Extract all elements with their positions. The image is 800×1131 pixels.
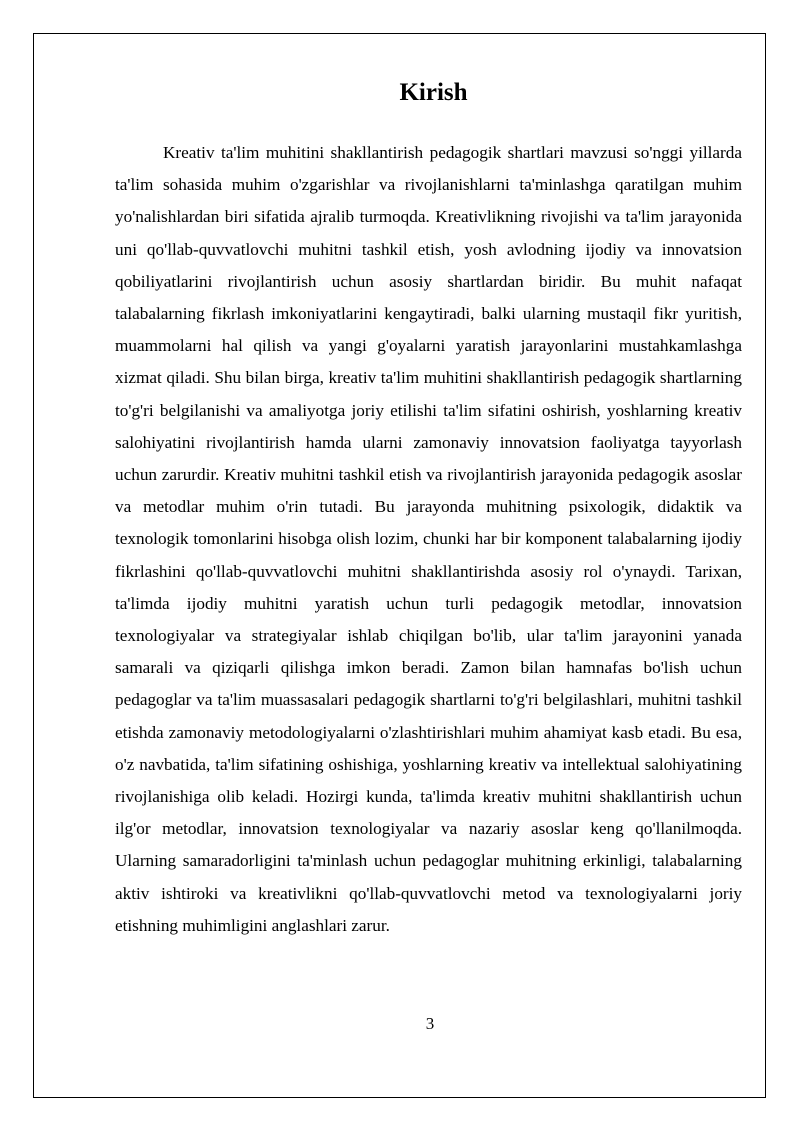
body-paragraph: Kreativ ta'lim muhitini shakllantirish pedagogik shartlari mavzusi so'nggi yillarda ta'lim sohasida muhim o'zgarishlar va rivojlanishlarni ta'minlashga qaratilgan muhim yo'nalishlardan biri sifatida ajralib turmoqda. Kreativlikning rivojishi va ta'lim jarayonida uni qo'llab-quvvatlovchi muhitni tashkil etish, yosh avlodning ijodiy va innovatsion qobiliyatlarini rivojlantirish uchun asosiy shartlardan biridir. Bu muhit nafaqat talabalarning fikrlash imkoniyatlarini kengaytiradi, balki ularning mustaqil fikr yuritish, muammolarni hal qilish va yangi g'oyalarni yaratish jarayonlarini mustahkamlashga xizmat qiladi. Shu bilan birga, kreativ ta'lim muhitini shakllantirish pedagogik shartlarning to'g'ri belgilanishi va amaliyotga joriy etilishi ta'lim sifatini oshirish, yoshlarning kreativ salohiyatini rivojlantirish hamda ularni zamonaviy innovatsion faoliyatga tayyorlash uchun zarurdir. Kreativ muhitni tashkil etish va rivojlantirish jarayonida pedagogik asoslar va metodlar muhim o'rin tutadi. Bu jarayonda muhitning psixologik, didaktik va texnologik tomonlarini hisobga olish lozim, chunki har bir komponent talabalarning ijodiy fikrlashini qo'llab-quvvatlovchi muhitni shakllantirishda asosiy rol o'ynaydi. Tarixan, ta'limda ijodiy muhitni yaratish uchun turli pedagogik metodlar, innovatsion texnologiyalar va strategiyalar ishlab chiqilgan bo'lib, ular ta'lim jarayonini yanada samarali va qiziqarli qilishga imkon beradi. Zamon bilan hamnafas bo'lish uchun pedagoglar va ta'lim muassasalari pedagogik shartlarni to'g'ri belgilashlari, muhitni tashkil etishda zamonaviy metodologiyalarni o'zlashtirishlari muhim ahamiyat kasb etadi. Bu esa, o'z navbatida, ta'lim sifatining oshishiga, yoshlarning kreativ va intellektual salohiyatining rivojlanishiga olib keladi. Hozirgi kunda, ta'limda kreativ muhitni shakllantirish uchun ilg'or metodlar, innovatsion texnologiyalar va nazariy asoslar keng qo'llanilmoqda. Ularning samaradorligini ta'minlash uchun pedagoglar muhitning erkinligi, talabalarning aktiv ishtiroki va kreativlikni qo'llab-quvvatlovchi metod va texnologiyalarni joriy etishning muhimligini anglashlari zarur. bbox=[115, 143, 742, 935]
page-number: 3 bbox=[425, 1014, 435, 1033]
document-content bbox=[115, 74, 742, 942]
document-title: Kirish bbox=[399, 79, 468, 106]
